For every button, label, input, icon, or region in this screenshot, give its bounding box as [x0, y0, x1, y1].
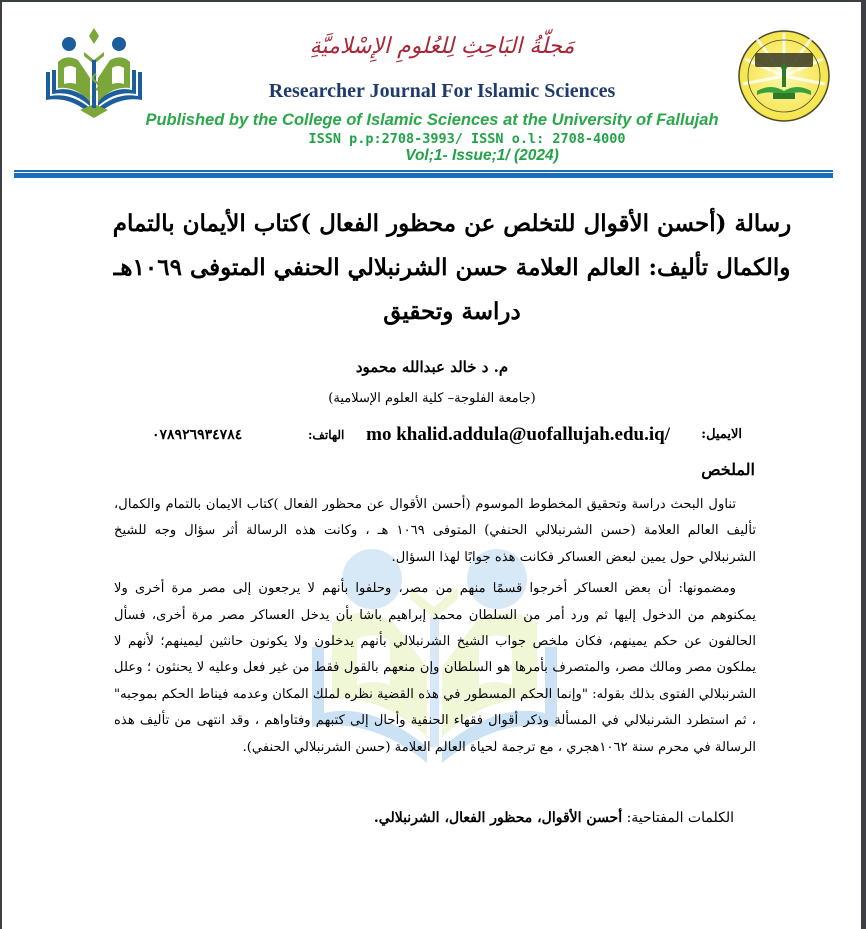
- journal-header: [2, 2, 861, 182]
- keywords-line: [202, 805, 734, 831]
- publisher-line: Published by the College of Islamic Sciences at the University of Fallujah: [145, 111, 719, 129]
- author-name: م. د خالد عبدالله محمود: [355, 358, 509, 376]
- keywords-label: الكلمات المفتاحية:: [626, 810, 734, 826]
- keywords-values: أحسن الأقوال، محظور الفعال، الشرنبلالي.: [373, 810, 623, 826]
- header-divider-thin: [14, 170, 833, 172]
- volume-issue-line: Vol;1- Issue;1/ (2024): [405, 147, 559, 164]
- journal-name-english: Researcher Journal For Islamic Sciences: [268, 80, 616, 102]
- journal-name-arabic: مَجلّةُ البَاحِثِ لِلعُلومِ الإِسْلاميَّةِ: [309, 34, 575, 59]
- contact-line: [122, 421, 742, 449]
- header-divider-thick: [14, 173, 833, 178]
- document-page: [2, 2, 861, 929]
- phone-number: ٠٧٨٩٢٦٩٣٤٧٨٤: [152, 427, 243, 443]
- phone-label: الهاتف:: [308, 428, 345, 442]
- email-address[interactable]: mo khalid.addula@uofallujah.edu.iq/: [366, 424, 670, 445]
- article-title-line-3: دراسة وتحقيق: [383, 298, 521, 325]
- article-title-line-2: والكمال تأليف: العالم العلامة حسن الشرنبلالي الحنفي المتوفى ١٠٦٩هـ: [113, 254, 791, 281]
- issn-line: ISSN p.p:2708-3993/ ISSN o.l: 2708-4000: [308, 131, 626, 147]
- abstract-body: [114, 492, 756, 761]
- article-title: [97, 202, 807, 334]
- abstract-heading: الملخص: [701, 460, 755, 479]
- author-affiliation: (جامعة الفلوجة– كلية العلوم الإسلامية): [328, 391, 536, 406]
- college-seal-logo-icon: [737, 29, 831, 123]
- article-title-line-1: رسالة (أحسن الأقوال للتخلص عن محظور الفعال )كتاب الأيمان بالتمام: [112, 210, 792, 237]
- abstract-paragraph-1: تناول البحث دراسة وتحقيق المخطوط الموسوم (أحسن الأقوال عن محظور الفعال )كتاب الايمان بالتمام والكمال، تأليف العالم العلامة (حسن الشرنبلالي الحنفي) المتوفى ١٠٦٩ هـ ، وكانت هذه الرسالة أثر سؤال وجه للشيخ الشرنبلالي حول يمين لبعض العساكر فكانت هذه جوابًا لهذا السؤال.: [114, 497, 757, 565]
- email-label: الايميل:: [701, 427, 742, 442]
- abstract-paragraph-2: ومضمونها: أن بعض العساكر أخرجوا قسمًا منهم من مصر، وحلفوا بأنهم لا يرجعون إلى مصر مرة أخرى ولا يمكنوهم من الدخول إليها ثم ورد أمر من السلطان محمد إبراهيم باشا بأن يدخل العساكر مصر مرة أخرى، فسأل الحالفون عن حكم يمينهم، فكان ملخص جواب الشيخ الشرنبلالي بأنهم يدخلون ولا يكونون حانثين ليمينهم؛ لأنهم لا يملكون مصر ومالك مصر، والمتصرف بأمرها هو السلطان وإن منعهم بالقول فقط من غير فعل وعليه لا يحنثون ؛ وعلل الشرنبلالي الفتوى بذلك بقوله: "وإنما الحكم المسطور في هذه القضية نظره لملك المكان وعدمه فيناط الحكم بموجبه" ، ثم استطرد الشرنبلالي في المسألة وذكر أقوال فقهاء الحنفية وأحال إلى كتبهم وفتاواهم ، وقد انتهى من تأليف هذه الرسالة في محرم سنة ١٠٦٢هجري ، مع ترجمة لحياة العالم العلامة (حسن الشرنبلالي الحنفي).: [114, 581, 756, 755]
- journal-book-logo-icon: [40, 22, 148, 118]
